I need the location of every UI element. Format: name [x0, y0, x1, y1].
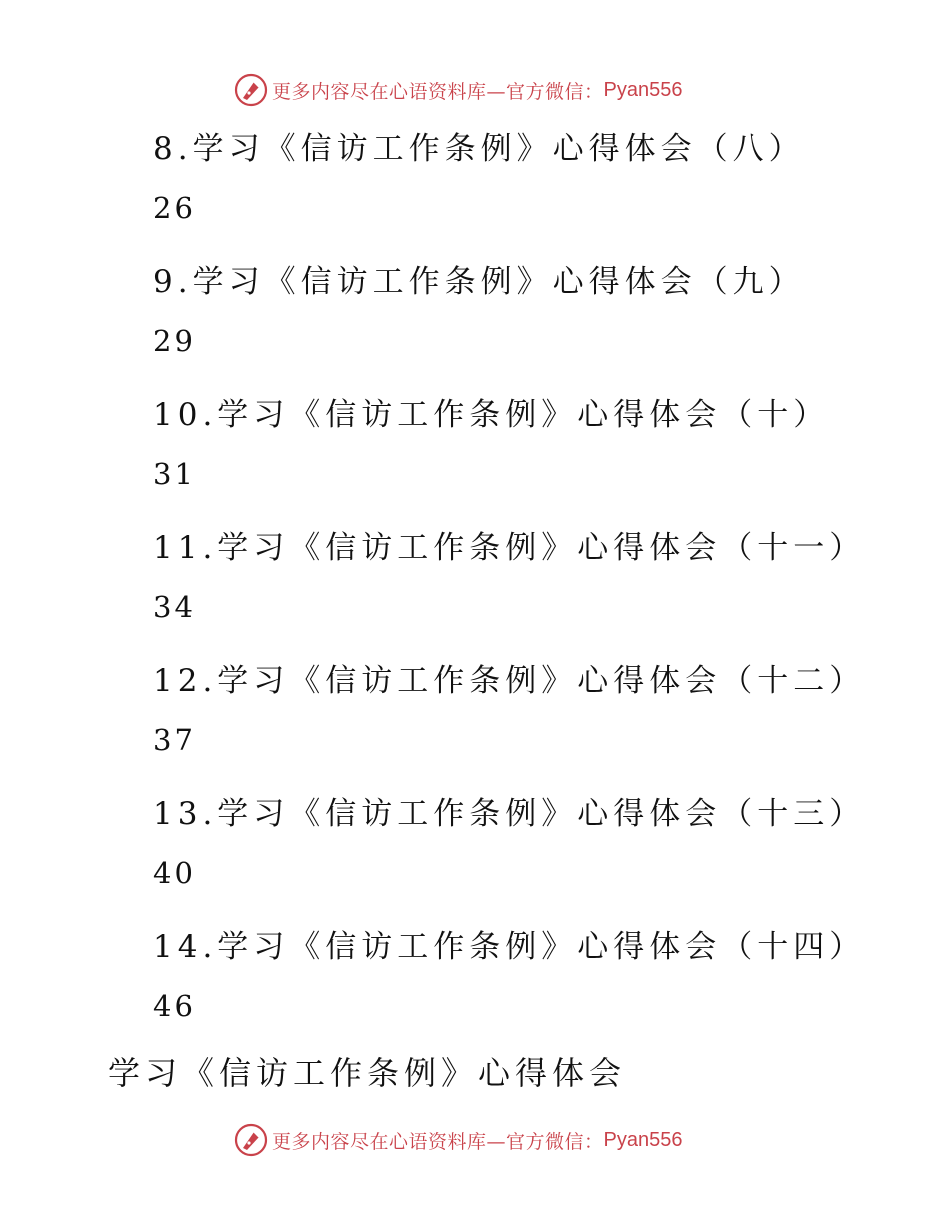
- toc-entry: [153, 521, 865, 654]
- table-of-contents: [153, 122, 865, 1053]
- toc-entry-page-number: 34: [153, 590, 196, 624]
- toc-entry-title: 11.学习《信访工作条例》心得体会（十一）: [153, 530, 866, 566]
- toc-entry-title: 13.学习《信访工作条例》心得体会（十三）: [153, 796, 866, 832]
- toc-entry-title: 14.学习《信访工作条例》心得体会（十四）: [153, 929, 866, 965]
- watermark-wechat-id: Pyan556: [603, 78, 683, 101]
- toc-entry: [153, 654, 865, 787]
- pen-nib-logo-icon: [234, 73, 268, 107]
- watermark-text: 更多内容尽在心语资料库—官方微信：: [272, 80, 604, 103]
- toc-entry-page-number: 37: [153, 723, 196, 757]
- toc-entry-page-number: 40: [153, 856, 196, 890]
- toc-entry-page-number: 29: [153, 324, 196, 358]
- toc-entry: [153, 388, 865, 521]
- toc-entry: [153, 122, 865, 255]
- watermark-banner-bottom: [234, 1122, 682, 1158]
- toc-entry: [153, 920, 865, 1053]
- toc-entry-title: 9.学习《信访工作条例》心得体会（九）: [153, 264, 805, 300]
- watermark-banner-top: [234, 72, 682, 108]
- document-heading: 学习《信访工作条例》心得体会: [108, 1054, 627, 1092]
- toc-entry-title: 10.学习《信访工作条例》心得体会（十）: [153, 397, 830, 433]
- toc-entry-page-number: 46: [153, 989, 196, 1023]
- toc-entry: [153, 255, 865, 388]
- toc-entry: [153, 787, 865, 920]
- pen-nib-logo-icon: [234, 1123, 268, 1157]
- toc-entry-title: 12.学习《信访工作条例》心得体会（十二）: [153, 663, 866, 699]
- toc-entry-page-number: 31: [153, 457, 196, 491]
- watermark-text: 更多内容尽在心语资料库—官方微信：: [272, 1130, 604, 1153]
- watermark-wechat-id: Pyan556: [603, 1128, 683, 1151]
- toc-entry-title: 8.学习《信访工作条例》心得体会（八）: [153, 131, 805, 167]
- toc-entry-page-number: 26: [153, 191, 196, 225]
